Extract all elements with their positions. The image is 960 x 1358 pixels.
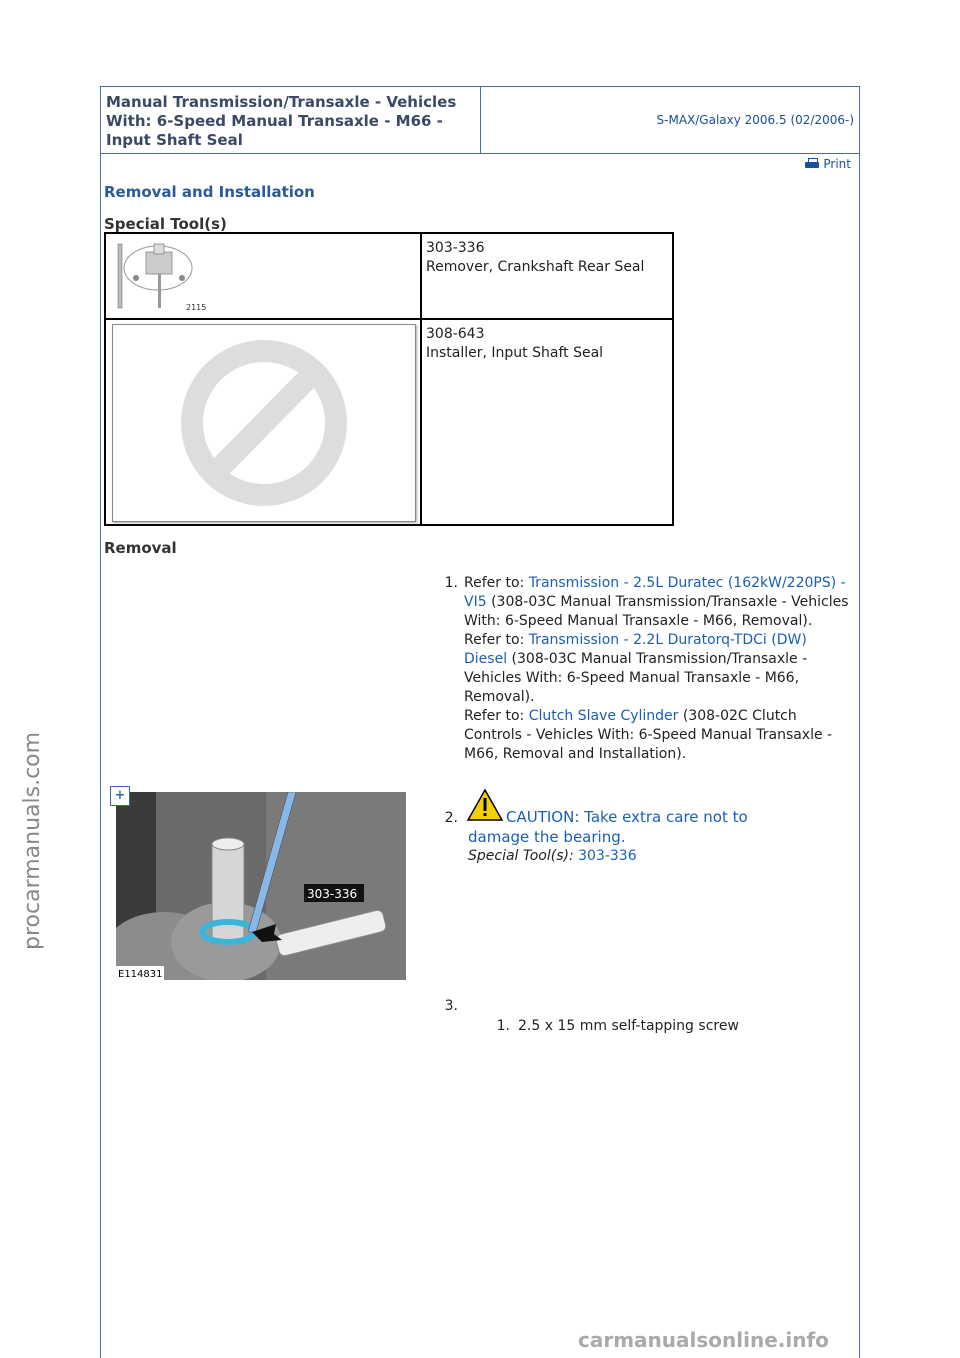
tool-link-303-336[interactable]: 303-336 [578, 848, 637, 864]
step-1-text: Refer to: Transmission - 2.5L Duratec (162kW/220PS) - VI5 (308-03C Manual Transmission/Transaxle - Vehicles With: 6-Speed Manual Transaxle - M66, Removal). Refer to: Transmission - 2.2L Duratorq-TDCi (DW) Diesel (308-03C Manual Transmission/Transaxle - Vehicles With: 6-Speed Manual Transaxle - M66, Removal). Refer to: Clutch Slave Cylinder (308-02C Clutch Controls - Vehicles With: 6-Speed Manual Transaxle - M66, Removal and Installation). [464, 575, 849, 762]
zoom-icon[interactable]: + [110, 786, 130, 806]
ref-link-clutch-slave[interactable]: Clutch Slave Cylinder [528, 708, 679, 724]
header [101, 87, 859, 154]
printer-icon [805, 158, 819, 170]
special-tools-table [104, 232, 674, 526]
special-tools-heading: Special Tool(s) [104, 215, 227, 233]
callout-label: 303-336 [307, 887, 358, 901]
header-divider [480, 87, 481, 153]
ref-link-duratorq[interactable]: Transmission - 2.2L Duratorq-TDCi (DW) Diesel [464, 632, 807, 667]
no-image-icon [113, 325, 415, 521]
caution-text: CAUTION: Take extra care not to damage the bearing. [468, 808, 748, 846]
table-divider [420, 234, 422, 524]
document-title: Manual Transmission/Transaxle - Vehicles With: 6-Speed Manual Transaxle - M66 - Input Shaft Seal [106, 93, 457, 149]
svg-text:2115: 2115 [186, 303, 207, 312]
tool-name-2: Installer, Input Shaft Seal [426, 345, 604, 361]
remover-tool-image [110, 238, 310, 314]
tool-name-1: Remover, Crankshaft Rear Seal [426, 259, 645, 275]
tool-number-1: 303-336 [426, 240, 485, 256]
step-2-image [116, 792, 406, 980]
page-title: Removal and Installation [104, 183, 315, 201]
step-3-sub-text: 2.5 x 15 mm self-tapping screw [518, 1018, 739, 1034]
vehicle-model: S-MAX/Galaxy 2006.5 (02/2006-) [656, 113, 854, 127]
print-label: Print [823, 157, 851, 171]
side-watermark: procarmanuals.com [20, 731, 45, 950]
step-3-number: 3. [444, 998, 458, 1014]
step-2-tools: Special Tool(s): 303-336 [468, 848, 637, 864]
removal-heading: Removal [104, 539, 177, 557]
image-unavailable-placeholder [112, 324, 416, 522]
ref-link-duratec[interactable]: Transmission - 2.5L Duratec (162kW/220PS) - VI5 [464, 575, 846, 610]
step-3-sub-number: 1. [496, 1018, 510, 1034]
tool-number-2: 308-643 [426, 326, 485, 342]
bottom-watermark: carmanualsonline.info [578, 1328, 829, 1352]
step-2-number: 2. [444, 810, 458, 826]
image-id: E114831 [118, 969, 163, 980]
print-button[interactable] [805, 157, 851, 171]
step-1-number: 1. [444, 575, 458, 591]
